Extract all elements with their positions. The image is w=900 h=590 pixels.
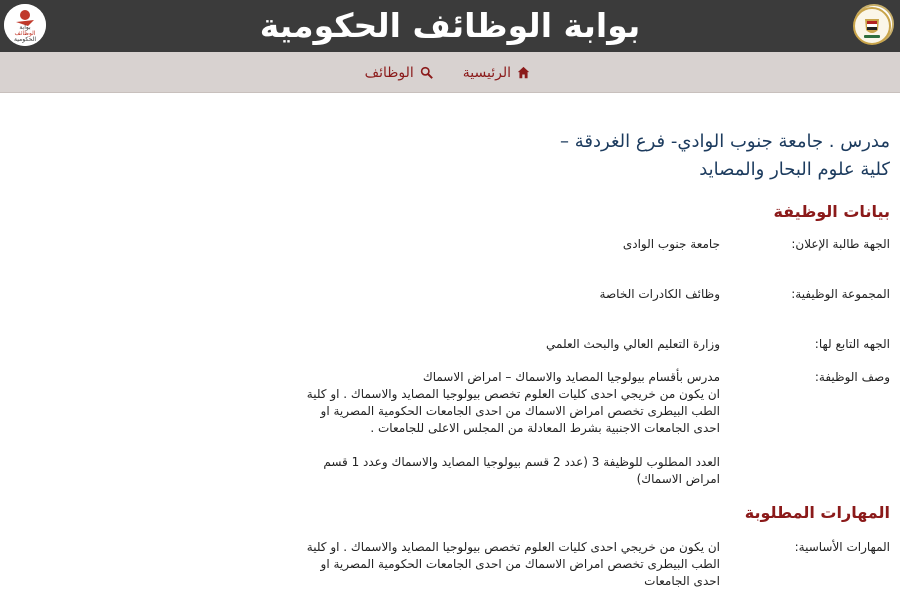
section-job-data-title: بيانات الوظيفة [773,202,890,221]
logo-text-2: الوظائف [14,30,36,37]
site-title: بوابة الوظائف الحكومية [259,6,641,45]
basic-skills-value: ان يكون من خريجي احدى كليات العلوم تخصص بيولوجيا المصايد والاسماك . او كلية الطب البيطرى تخصص امراض الاسماك من احدى الجامعات الحكومية المصرية او احدى الجامعات [306,540,720,588]
description-label: وصف الوظيفة: [814,370,890,384]
description-line: ان يكون من خريجي احدى كليات العلوم تخصص بيولوجيا المصايد والاسماك . او كلية الطب البيطرى تخصص امراض الاسماك من احدى الجامعات الحكومية المصرية او احدى الجامعات الاجنبية بشرط المعادلة من المجلس الاعلى للجامعات . [306,387,720,435]
nav-item-home-label: الرئيسية [462,64,511,81]
nav-bar [0,52,900,93]
basic-skills-label: المهارات الأساسية: [794,540,890,554]
job-details [10,128,890,588]
section-skills-title: المهارات المطلوبة [744,503,890,522]
nav-item-jobs[interactable] [365,65,433,81]
affiliation-value: وزارة التعليم العالي والبحث العلمي [546,337,720,351]
description-line: مدرس بأقسام بيولوجيا المصايد والاسماك – امراض الاسماك [422,370,720,384]
advertiser-label: الجهة طالبة الإعلان: [791,237,890,251]
job-title: مدرس . جامعة جنوب الوادي- فرع الغردقة – كلية علوم البحار والمصايد [560,131,890,180]
portal-logo[interactable] [4,4,46,46]
description-line: العدد المطلوب للوظيفة 3 (عدد 2 قسم بيولوجيا المصايد والاسماك وعدد 1 قسم امراض الاسماك) [323,455,720,486]
top-header [0,0,900,52]
group-value: وظائف الكادرات الخاصة [599,287,720,301]
logo-text-1: بوابة [19,24,31,31]
search-icon [420,66,433,79]
description-value [300,369,720,488]
logo-text-3: الحكومية [13,36,37,43]
affiliation-label: الجهه التابع لها: [814,337,890,351]
nav-list [365,52,530,93]
advertiser-value: جامعة جنوب الوادى [622,237,720,251]
group-label: المجموعة الوظيفية: [791,287,890,301]
home-icon [517,66,530,79]
nav-item-home[interactable] [463,65,530,81]
nav-item-jobs-label: الوظائف [364,64,414,81]
